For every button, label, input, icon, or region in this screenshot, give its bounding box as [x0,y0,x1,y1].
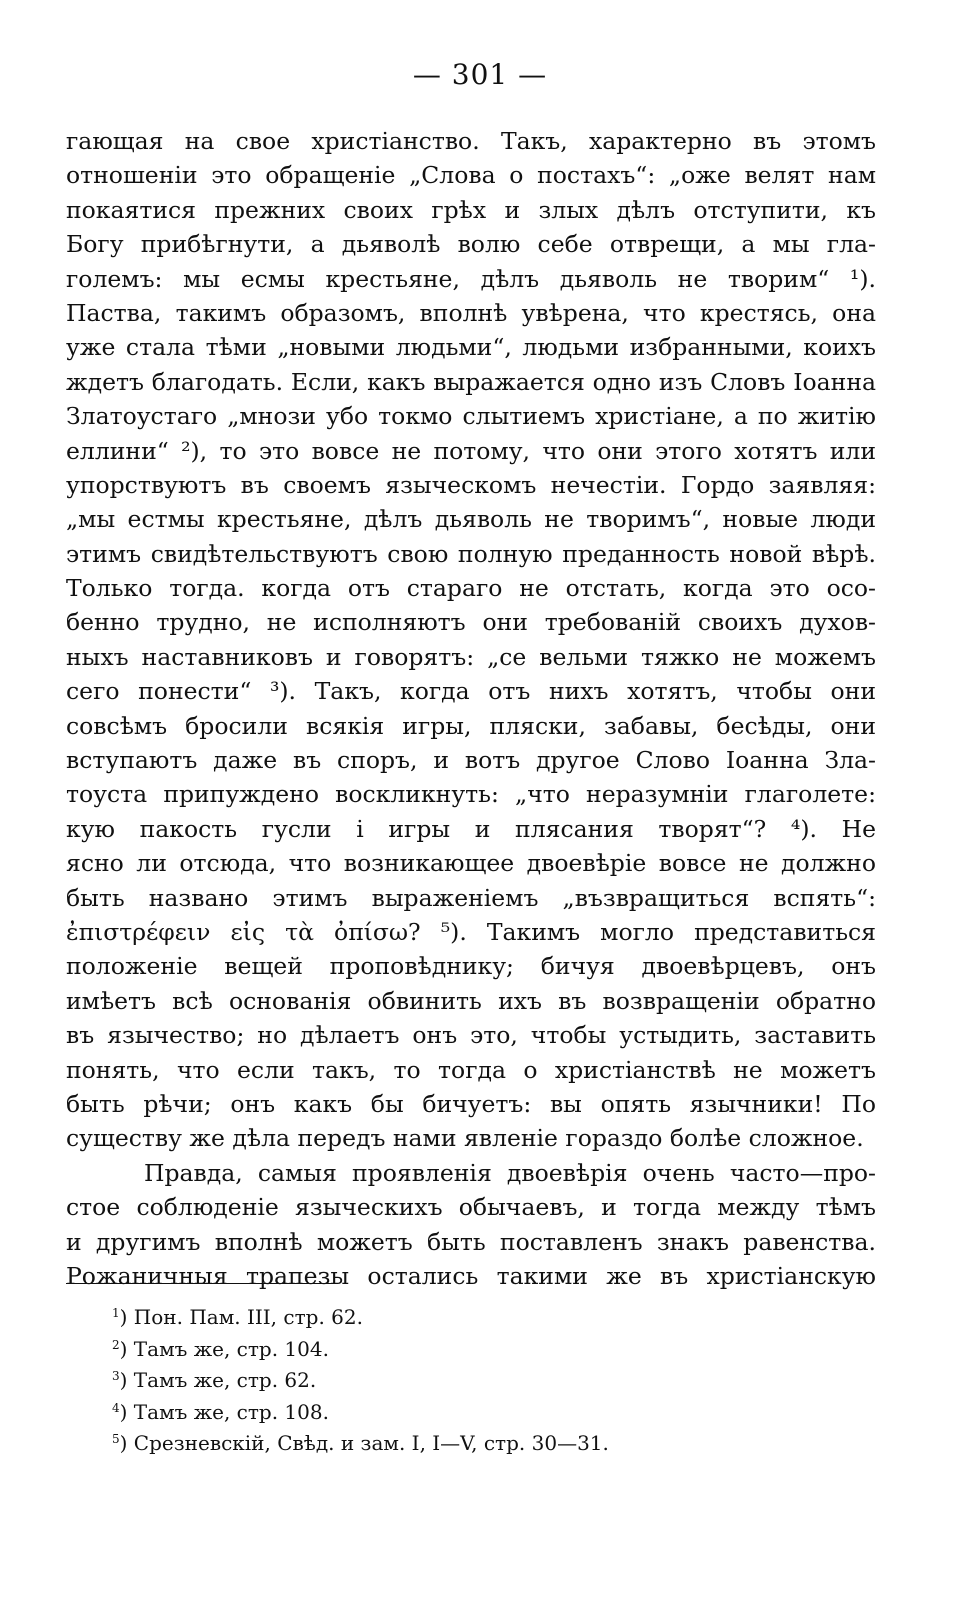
paragraph-start-line: Правда, самыя проявленія двоевѣрія очень часто—про- [144,1158,876,1187]
text-line: Только тогда. когда отъ стараго не отстать, когда это осо- [66,574,876,603]
footnote-text: ) Пон. Пам. III, стр. 62. [119,1305,363,1329]
footnote-text: ) Тамъ же, стр. 104. [119,1336,329,1361]
footnote [112,1424,812,1456]
text-line: Рожаничныя трапезы остались такими же въ христіанскую [66,1261,876,1290]
text-line: этимъ свидѣтельствуютъ свою полную преданность новой вѣрѣ. [66,539,876,568]
footnote-text: ) Срезневскій, Свѣд. и зам. I, I—V, стр. 30—31. [119,1431,609,1456]
text-line: еллини“ ²), то это вовсе не потому, что они этого хотятъ или [66,436,876,465]
text-line: вступаютъ даже въ споръ, и вотъ другое Слово Іоанна Зла- [66,746,876,775]
footnote [112,1361,812,1393]
text-line: и другимъ вполнѣ можетъ быть поставленъ знакъ равенства. [66,1227,876,1256]
text-line: ἐπιστρέφειν εἰς τὰ ὀπίσω? ⁵). Такимъ могло представиться [66,917,876,946]
footnote-text: ) Тамъ же, стр. 108. [119,1399,329,1424]
text-line: отношеніи это обращеніе „Слова о постахъ“: „оже велят нам [66,161,876,190]
text-line: уже стала тѣми „новыми людьми“, людьми избранными, коихъ [66,333,876,362]
footnote-number: 4 [112,1400,120,1415]
text-line: положеніе вещей проповѣднику; бичуя двоевѣрцевъ, онъ [66,952,876,981]
footnote-text: ) Тамъ же, стр. 62. [119,1368,317,1393]
text-line: совсѣмъ бросили всякія игры, пляски, забавы, бесѣды, они [66,711,876,740]
text-line: „мы естмы крестьяне, дѣлъ дьяволь не творимъ“, новые люди [66,505,876,534]
page-number: — 301 — [412,58,548,91]
footnote-number: 3 [112,1369,120,1384]
text-line: тоуста припуждено воскликнуть: „что неразумніи глаголете: [66,780,876,809]
text-line: сего понести“ ³). Такъ, когда отъ нихъ хотятъ, чтобы они [66,677,876,706]
footnote [112,1330,812,1362]
body-text [66,124,876,1293]
footnote-number: 2 [112,1337,120,1352]
text-line: быть названо этимъ выраженіемъ „възвращиться вспять“: [66,883,876,912]
text-line: Златоустаго „мнози убо токмо слытиемъ христіане, а по житію [66,402,876,431]
footnote [112,1393,812,1425]
text-line: ныхъ наставниковъ и говорятъ: „се вельми тяжко не можемъ [66,642,876,671]
text-line: стое соблюденіе языческихъ обычаевъ, и тогда между тѣмъ [66,1193,876,1222]
text-line: быть рѣчи; онъ какъ бы бичуетъ: вы опять язычники! По [66,1089,876,1118]
footnotes [112,1298,812,1456]
footnote [112,1298,812,1330]
footnote-number: 5 [112,1432,120,1447]
text-line: ясно ли отсюда, что возникающее двоевѣріе вовсе не должно [66,849,876,878]
text-line: въ язычество; но дѣлаетъ онъ это, чтобы устыдить, заставить [66,1021,876,1050]
text-line: Богу прибѣгнути, а дьяволѣ волю себе отврещи, а мы гла- [66,230,876,259]
text-line: големъ: мы есмы крестьяне, дѣлъ дьяволь не творим“ ¹). [66,264,876,293]
text-line: упорствуютъ въ своемъ языческомъ нечестіи. Гордо заявляя: [66,470,876,499]
text-line: кую пакость гусли і игры и плясания творят“? ⁴). Не [66,814,876,843]
text-line: покаятися прежних своих грѣх и злых дѣлъ отступити, къ [66,195,876,224]
text-line: понять, что если такъ, то тогда о христіанствѣ не можетъ [66,1055,876,1084]
paragraph-end-line: существу же дѣла передъ нами явленіе гораздо болѣе сложное. [66,1124,864,1153]
footnote-number: 1 [112,1306,120,1320]
text-line: Паства, такимъ образомъ, вполнѣ увѣрена, что крестясь, она [66,298,876,327]
text-line: бенно трудно, не исполняютъ они требованій своихъ духов- [66,608,876,637]
text-line: гающая на свое христіанство. Такъ, характерно въ этомъ [66,127,876,155]
footnote-divider [66,1283,338,1284]
text-line: ждетъ благодать. Если, какъ выражается одно изъ Словъ Іоанна [66,367,876,396]
text-line: имѣетъ всѣ основанія обвинить ихъ въ возвращеніи обратно [66,986,876,1015]
